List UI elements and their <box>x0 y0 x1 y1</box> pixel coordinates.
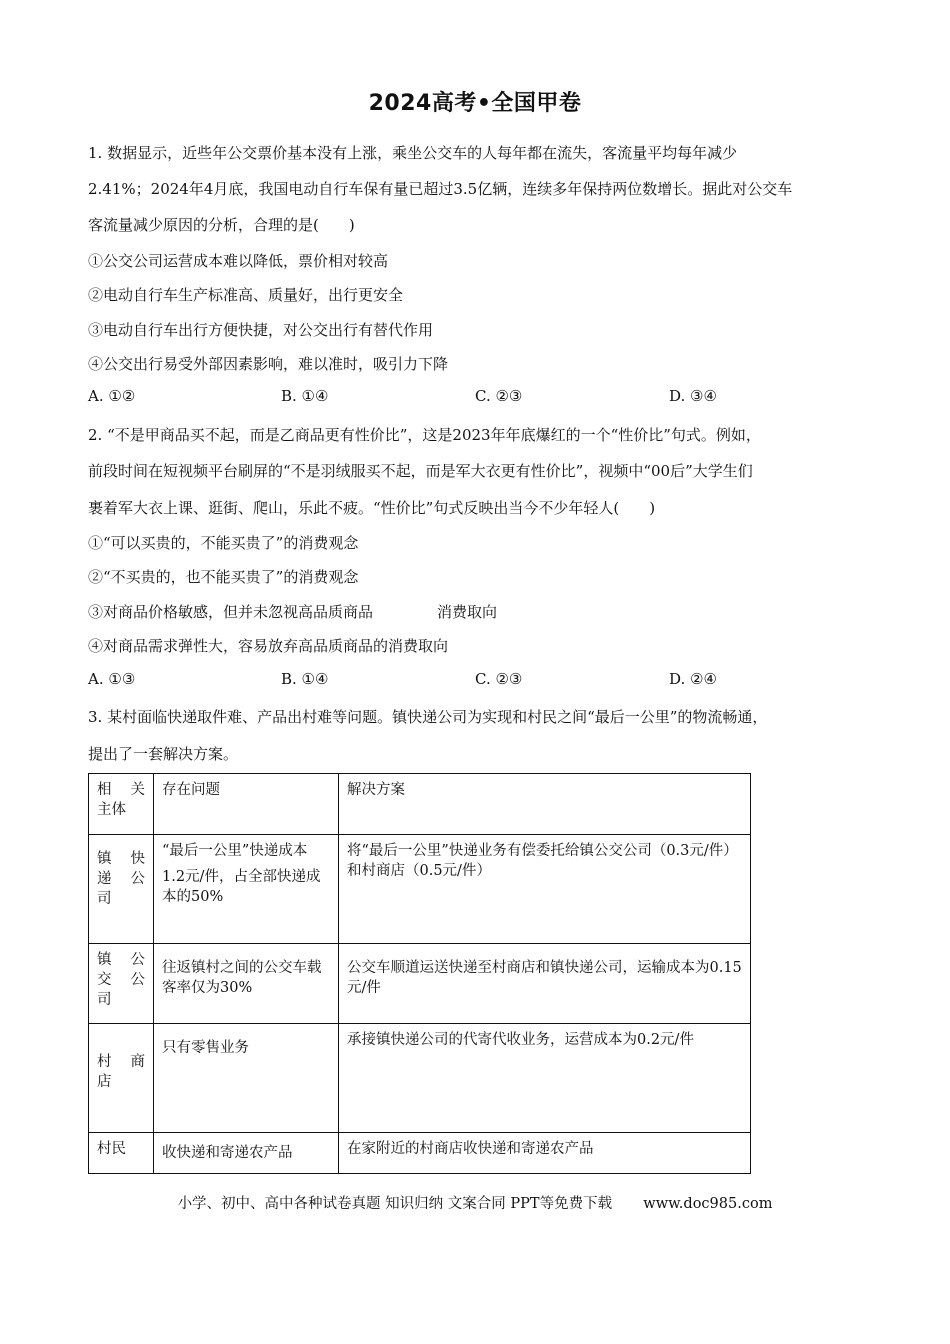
row-solution: 承接镇快递公司的代寄代收业务，运营成本为0.2元/件 <box>339 1024 751 1133</box>
q2-option-b: B. ①④ <box>281 670 329 688</box>
q1-statement-1: ①公交公司运营成本难以降低，票价相对较高 <box>88 252 389 270</box>
q2-line-3: 裹着军大衣上课、逛街、爬山，乐此不疲。“性价比”句式反映出当今不少年轻人( ) <box>88 499 656 517</box>
q1-line-3: 客流量减少原因的分析，合理的是( ) <box>88 216 355 234</box>
table-row <box>89 835 751 944</box>
page-title: 2024高考•全国甲卷 <box>368 91 582 116</box>
solution-table <box>88 773 751 1174</box>
row-subject: 村 商店 <box>89 1024 154 1133</box>
table-row <box>89 1133 751 1174</box>
q1-statement-3: ③电动自行车出行方便快捷，对公交出行有替代作用 <box>88 321 434 339</box>
row-problem <box>154 835 339 944</box>
q1-option-b: B. ①④ <box>281 387 329 405</box>
q2-statement-2: ②“不买贵的，也不能买贵了”的消费观念 <box>88 568 359 586</box>
row-problem: 收快递和寄递农产品 <box>154 1133 339 1174</box>
q1-option-a: A. ①② <box>88 387 136 405</box>
q2-statement-4: ④对商品需求弹性大，容易放弃高品质商品的消费取向 <box>88 637 449 655</box>
footer-text: 小学、初中、高中各种试卷真题 知识归纳 文案合同 PPT等免费下载 <box>177 1196 613 1212</box>
table-row <box>89 1024 751 1133</box>
row-subject: 村民 <box>89 1133 154 1174</box>
table-row <box>89 944 751 1024</box>
q2-statement-3-part-b: 消费取向 <box>437 603 498 621</box>
q3-line-1: 3. 某村面临快递取件难、产品出村难等问题。镇快递公司为实现和村民之间“最后一公里”的物流畅通， <box>88 708 768 726</box>
row-problem: 往返镇村之间的公交车载客率仅为30% <box>154 944 339 1024</box>
q2-statement-3 <box>88 601 497 622</box>
footer-site-link[interactable]: www.doc985.com <box>643 1196 773 1212</box>
q2-statement-1: ①“可以买贵的，不能买贵了”的消费观念 <box>88 534 359 552</box>
row-subject: 镇 公交 公司 <box>89 944 154 1024</box>
q2-line-2: 前段时间在短视频平台刷屏的“不是羽绒服买不起，而是军大衣更有性价比”，视频中“00后”大学生们 <box>88 462 753 480</box>
q2-statement-3-part-a: ③对商品价格敏感，但并未忽视高品质商品 <box>88 603 374 621</box>
q3-line-2: 提出了一套解决方案。 <box>88 745 239 763</box>
q1-option-c: C. ②③ <box>475 387 523 405</box>
header-subject: 相 关主体 <box>89 774 154 835</box>
q1-statement-2: ②电动自行车生产标准高、质量好，出行更安全 <box>88 286 404 304</box>
row-problem-detail: 1.2元/件，占全部快递成本的50% <box>162 869 321 905</box>
row-solution: 将“最后一公里”快递业务有偿委托给镇公交公司（0.3元/件）和村商店（0.5元/件） <box>339 835 751 944</box>
q2-option-c: C. ②③ <box>475 670 523 688</box>
row-problem-text: “最后一公里”快递成本 <box>162 843 308 859</box>
header-problem: 存在问题 <box>154 774 339 835</box>
q2-line-1: 2. “不是甲商品买不起，而是乙商品更有性价比”，这是2023年年底爆红的一个“性价比”句式。例如， <box>88 426 761 444</box>
row-problem: 只有零售业务 <box>154 1024 339 1133</box>
q1-option-d: D. ③④ <box>669 387 717 405</box>
q2-option-d: D. ②④ <box>669 670 717 688</box>
q1-statement-4: ④公交出行易受外部因素影响，难以准时，吸引力下降 <box>88 355 449 373</box>
q2-option-a: A. ①③ <box>88 670 136 688</box>
row-solution: 公交车顺道运送快递至村商店和镇快递公司，运输成本为0.15 元/件 <box>339 944 751 1024</box>
row-subject: 镇 快递 公司 <box>89 835 154 944</box>
q1-line-1: 1. 数据显示，近些年公交票价基本没有上涨，乘坐公交车的人每年都在流失，客流量平均每年减少 <box>88 144 738 162</box>
row-solution: 在家附近的村商店收快递和寄递农产品 <box>339 1133 751 1174</box>
table-header-row <box>89 774 751 835</box>
footer <box>0 1192 950 1213</box>
header-solution: 解决方案 <box>339 774 751 835</box>
q1-line-2: 2.41%；2024年4月底，我国电动自行车保有量已超过3.5亿辆，连续多年保持两位数增长。据此对公交车 <box>88 180 793 198</box>
